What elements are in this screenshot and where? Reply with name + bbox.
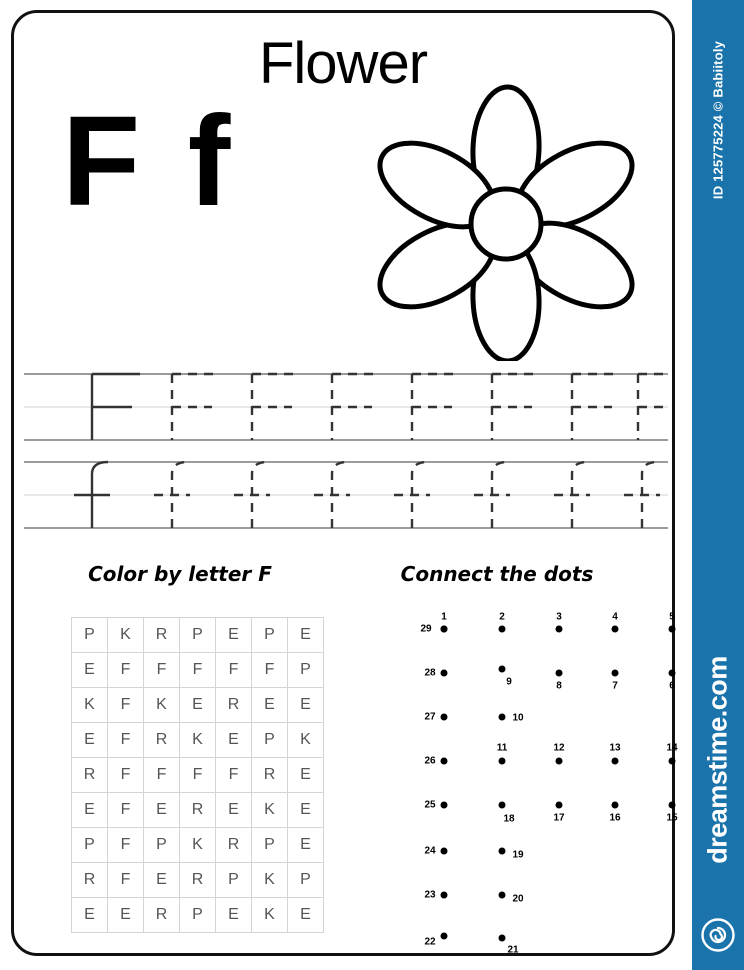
- connect-dot[interactable]: [499, 802, 506, 809]
- connect-dot[interactable]: [441, 714, 448, 721]
- connect-dot-label: 16: [609, 812, 621, 824]
- grid-cell[interactable]: E: [108, 898, 144, 933]
- grid-cell[interactable]: F: [108, 863, 144, 898]
- table-row: [72, 688, 324, 723]
- letter-pair-display: F f: [62, 90, 237, 233]
- grid-cell[interactable]: E: [144, 863, 180, 898]
- connect-dot[interactable]: [556, 670, 563, 677]
- connect-dot-label: 18: [503, 813, 515, 825]
- table-row: [72, 793, 324, 828]
- connect-dot-label: 15: [666, 812, 678, 824]
- connect-dot-label: 14: [666, 742, 678, 754]
- flower-icon: [369, 81, 644, 361]
- page-title: Flower: [258, 31, 428, 96]
- connect-dot-label: 4: [612, 611, 618, 623]
- connect-dot[interactable]: [499, 626, 506, 633]
- grid-cell[interactable]: F: [108, 758, 144, 793]
- connect-dot-label: 24: [424, 845, 436, 857]
- grid-cell[interactable]: P: [180, 618, 216, 653]
- connect-dot[interactable]: [556, 626, 563, 633]
- connect-dot-label: 19: [512, 849, 524, 861]
- connect-dot-label: 11: [496, 742, 508, 754]
- connect-dot-label: 10: [512, 712, 524, 724]
- connect-dot-label: 20: [512, 893, 524, 905]
- grid-cell[interactable]: P: [180, 898, 216, 933]
- grid-cell[interactable]: R: [180, 863, 216, 898]
- grid-cell[interactable]: K: [252, 898, 288, 933]
- grid-cell[interactable]: R: [252, 758, 288, 793]
- grid-cell[interactable]: E: [288, 688, 324, 723]
- connect-dot[interactable]: [669, 802, 676, 809]
- connect-dot[interactable]: [499, 935, 506, 942]
- connect-dot-label: 5: [669, 611, 675, 623]
- table-row: [72, 618, 324, 653]
- grid-cell[interactable]: P: [288, 863, 324, 898]
- connect-dot[interactable]: [612, 626, 619, 633]
- connect-section-heading: Connect the dots: [400, 562, 594, 586]
- connect-dot-label: 29: [420, 623, 432, 635]
- connect-dot[interactable]: [499, 848, 506, 855]
- grid-cell[interactable]: E: [72, 793, 108, 828]
- connect-dot[interactable]: [441, 670, 448, 677]
- grid-cell[interactable]: R: [180, 793, 216, 828]
- connect-dot[interactable]: [441, 848, 448, 855]
- grid-cell[interactable]: F: [108, 653, 144, 688]
- grid-cell[interactable]: E: [216, 723, 252, 758]
- connect-dot-label: 6: [669, 680, 675, 692]
- table-row: [72, 653, 324, 688]
- grid-cell[interactable]: R: [144, 723, 180, 758]
- grid-cell[interactable]: E: [252, 688, 288, 723]
- connect-the-dots-area[interactable]: [352, 605, 678, 956]
- connect-dot-label: 12: [553, 742, 565, 754]
- grid-cell[interactable]: E: [288, 898, 324, 933]
- grid-cell[interactable]: E: [288, 618, 324, 653]
- connect-dot-label: 25: [424, 799, 436, 811]
- connect-dot-label: 9: [506, 676, 512, 688]
- connect-dot-label: 28: [424, 667, 436, 679]
- connect-dot[interactable]: [441, 626, 448, 633]
- color-by-letter-grid[interactable]: [71, 617, 324, 933]
- connect-dot-label: 3: [556, 611, 562, 623]
- connect-dot[interactable]: [499, 758, 506, 765]
- grid-cell[interactable]: F: [108, 828, 144, 863]
- grid-cell[interactable]: K: [108, 618, 144, 653]
- grid-cell[interactable]: E: [216, 793, 252, 828]
- connect-dot-label: 26: [424, 755, 436, 767]
- grid-cell[interactable]: P: [252, 723, 288, 758]
- grid-cell[interactable]: P: [288, 653, 324, 688]
- connect-dot[interactable]: [441, 802, 448, 809]
- worksheet-sheet: [11, 10, 678, 956]
- connect-dot[interactable]: [556, 758, 563, 765]
- watermark-id-text: ID 125775224 © Babiitoly: [710, 40, 726, 200]
- grid-cell[interactable]: P: [252, 828, 288, 863]
- grid-cell[interactable]: P: [144, 828, 180, 863]
- grid-cell[interactable]: R: [72, 863, 108, 898]
- connect-dot-label: 7: [612, 680, 618, 692]
- connect-dot-label: 27: [424, 711, 436, 723]
- grid-cell[interactable]: K: [180, 828, 216, 863]
- grid-cell[interactable]: K: [252, 793, 288, 828]
- connect-dot-label: 13: [609, 742, 621, 754]
- connect-dot[interactable]: [556, 802, 563, 809]
- grid-cell[interactable]: F: [252, 653, 288, 688]
- connect-dot[interactable]: [441, 933, 448, 940]
- connect-dot[interactable]: [441, 892, 448, 899]
- connect-dot[interactable]: [612, 802, 619, 809]
- trace-row-uppercase-f[interactable]: [24, 370, 668, 444]
- grid-cell[interactable]: E: [72, 723, 108, 758]
- grid-body: [72, 618, 324, 933]
- connect-dot[interactable]: [669, 758, 676, 765]
- connect-dot-label: 23: [424, 889, 436, 901]
- connect-dot-label: 17: [553, 812, 565, 824]
- grid-cell[interactable]: F: [180, 653, 216, 688]
- grid-cell[interactable]: P: [72, 828, 108, 863]
- connect-dot[interactable]: [612, 758, 619, 765]
- grid-cell[interactable]: F: [144, 653, 180, 688]
- grid-cell[interactable]: P: [216, 863, 252, 898]
- grid-cell[interactable]: F: [108, 723, 144, 758]
- grid-cell[interactable]: F: [180, 758, 216, 793]
- color-section-heading: Color by letter F: [88, 562, 272, 586]
- grid-cell[interactable]: P: [72, 618, 108, 653]
- table-row: [72, 828, 324, 863]
- grid-cell[interactable]: E: [288, 758, 324, 793]
- grid-cell[interactable]: E: [216, 898, 252, 933]
- watermark-brand-text: dreamstime.com: [702, 656, 733, 864]
- grid-cell[interactable]: F: [216, 758, 252, 793]
- connect-dot[interactable]: [441, 758, 448, 765]
- dreamstime-spiral-logo-icon: [701, 918, 735, 952]
- table-row: [72, 723, 324, 758]
- connect-dot-label: 8: [556, 680, 562, 692]
- trace-row-lowercase-f[interactable]: [24, 458, 668, 532]
- grid-cell[interactable]: E: [72, 898, 108, 933]
- grid-cell[interactable]: R: [144, 618, 180, 653]
- connect-dot[interactable]: [499, 892, 506, 899]
- connect-dot[interactable]: [669, 626, 676, 633]
- connect-dot-label: 22: [424, 936, 436, 948]
- grid-cell[interactable]: P: [252, 618, 288, 653]
- connect-dot[interactable]: [669, 670, 676, 677]
- grid-cell[interactable]: R: [72, 758, 108, 793]
- grid-cell[interactable]: R: [216, 688, 252, 723]
- connect-dot-label: 2: [499, 611, 505, 623]
- table-row: [72, 863, 324, 898]
- grid-cell[interactable]: E: [144, 793, 180, 828]
- connect-dot-label: 21: [507, 944, 519, 956]
- grid-cell[interactable]: F: [108, 688, 144, 723]
- grid-cell[interactable]: R: [216, 828, 252, 863]
- grid-cell[interactable]: F: [108, 793, 144, 828]
- grid-cell[interactable]: F: [144, 758, 180, 793]
- grid-cell[interactable]: E: [288, 828, 324, 863]
- grid-cell[interactable]: F: [216, 653, 252, 688]
- grid-cell[interactable]: E: [180, 688, 216, 723]
- connect-dot[interactable]: [499, 666, 506, 673]
- table-row: [72, 898, 324, 933]
- grid-cell[interactable]: K: [144, 688, 180, 723]
- grid-cell[interactable]: K: [180, 723, 216, 758]
- grid-cell[interactable]: K: [252, 863, 288, 898]
- table-row: [72, 758, 324, 793]
- grid-cell[interactable]: R: [144, 898, 180, 933]
- grid-cell[interactable]: K: [288, 723, 324, 758]
- connect-dot[interactable]: [499, 714, 506, 721]
- grid-cell[interactable]: E: [216, 618, 252, 653]
- grid-cell[interactable]: K: [72, 688, 108, 723]
- grid-cell[interactable]: E: [288, 793, 324, 828]
- connect-dot[interactable]: [612, 670, 619, 677]
- grid-cell[interactable]: E: [72, 653, 108, 688]
- watermark-sidebar: [692, 0, 744, 970]
- connect-dot-label: 1: [441, 611, 447, 623]
